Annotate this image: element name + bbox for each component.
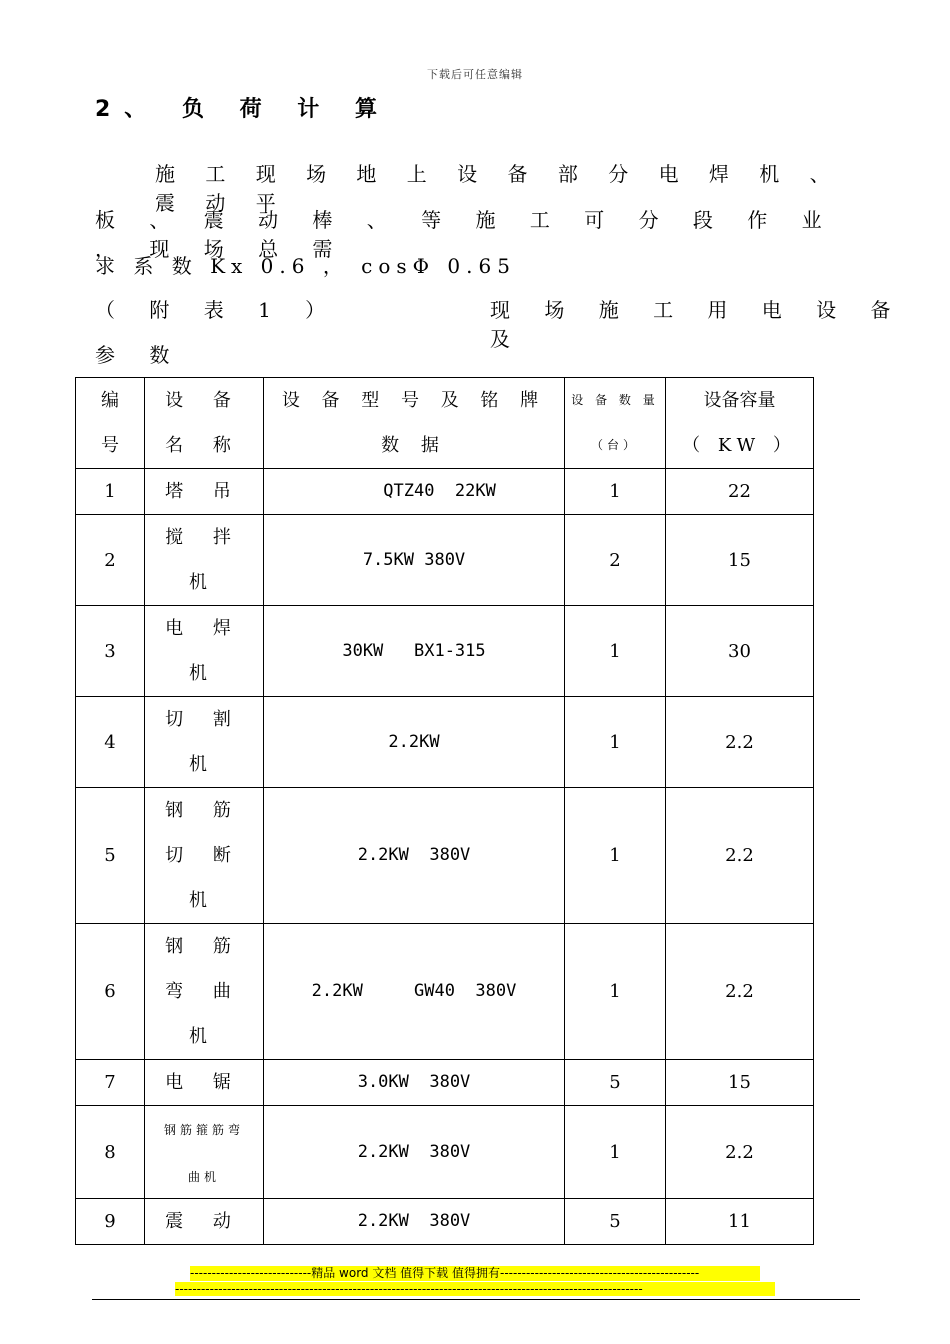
table-row [76,1106,814,1199]
row-capacity: 2.2 [666,1106,814,1199]
row-name: 电 锯 [145,1060,264,1106]
row-qty: 1 [565,788,666,924]
row-name: 震 动 [145,1199,264,1245]
row-no: 8 [76,1106,145,1199]
row-model: 7.5KW 380V [264,515,565,606]
row-name: 钢筋箍筋弯 曲机 [145,1106,264,1199]
equipment-table [75,377,814,1245]
row-capacity: 11 [666,1199,814,1245]
row-model: QTZ40 22KW [264,469,565,515]
row-capacity: 2.2 [666,697,814,788]
table-row [76,606,814,697]
header-note: 下载后可任意编辑 [427,68,523,81]
table-header-row [76,378,814,469]
row-qty: 1 [565,606,666,697]
table-row [76,515,814,606]
row-qty: 2 [565,515,666,606]
row-name: 钢 筋 切 断 机 [145,788,264,924]
row-name: 切 割 机 [145,697,264,788]
row-model: 30KW BX1-315 [264,606,565,697]
row-model: 2.2KW 380V [264,1199,565,1245]
row-capacity: 2.2 [666,924,814,1060]
table-row [76,1060,814,1106]
row-no: 2 [76,515,145,606]
row-capacity: 30 [666,606,814,697]
row-qty: 1 [565,1106,666,1199]
footer-rule [92,1299,860,1300]
row-capacity: 15 [666,515,814,606]
row-qty: 1 [565,469,666,515]
table-row [76,924,814,1060]
row-name: 搅 拌 机 [145,515,264,606]
section-title: 2、 负 荷 计 算 [95,97,391,122]
header-capacity: 设备容量 （ KW ） [666,378,814,469]
row-model: 2.2KW 380V [264,1106,565,1199]
row-no: 4 [76,697,145,788]
footer-dash-line: ------------------------------------------------------------------------------------------------------------ [175,1282,643,1296]
table-caption-label: （ 附 表 1 ） [95,298,340,322]
row-model: 2.2KW 380V [264,788,565,924]
row-name: 塔 吊 [145,469,264,515]
row-name: 钢 筋 弯 曲 机 [145,924,264,1060]
row-qty: 1 [565,697,666,788]
row-no: 1 [76,469,145,515]
row-qty: 5 [565,1199,666,1245]
table-caption-title-cont: 参 数 [95,343,184,367]
row-no: 6 [76,924,145,1060]
header-no: 编 号 [76,378,145,469]
footer-promo-line: ----------------------------精品 word 文档 值得下载 值得拥有---------------------------------------------- [190,1266,700,1280]
row-no: 3 [76,606,145,697]
row-model: 3.0KW 380V [264,1060,565,1106]
row-qty: 1 [565,924,666,1060]
table-row [76,1199,814,1245]
row-capacity: 15 [666,1060,814,1106]
header-model: 设 备 型 号 及 铭 牌 数 据 [264,378,565,469]
header-qty: 设 备 数 量 （台） [565,378,666,469]
row-name: 电 焊 机 [145,606,264,697]
row-model: 2.2KW GW40 380V [264,924,565,1060]
header-name: 设 备 名 称 [145,378,264,469]
row-model: 2.2KW [264,697,565,788]
row-capacity: 22 [666,469,814,515]
row-no: 7 [76,1060,145,1106]
paragraph-line-3: 求 系 数 Kx 0.6 ， cosΦ 0.65 [95,254,516,278]
table-caption-title: 现 场 施 工 用 电 设 备 及 [490,298,905,351]
paragraph-line-2: 板 、 震 动 棒 、 等 施 工 可 分 段 作 业 ， 现 场 总 需 [95,208,836,261]
table-row [76,469,814,515]
row-capacity: 2.2 [666,788,814,924]
table-row [76,788,814,924]
table-row [76,697,814,788]
row-no: 9 [76,1199,145,1245]
row-no: 5 [76,788,145,924]
paragraph-line-1: 施 工 现 场 地 上 设 备 部 分 电 焊 机 、 震 动 平 [155,162,842,215]
row-qty: 5 [565,1060,666,1106]
